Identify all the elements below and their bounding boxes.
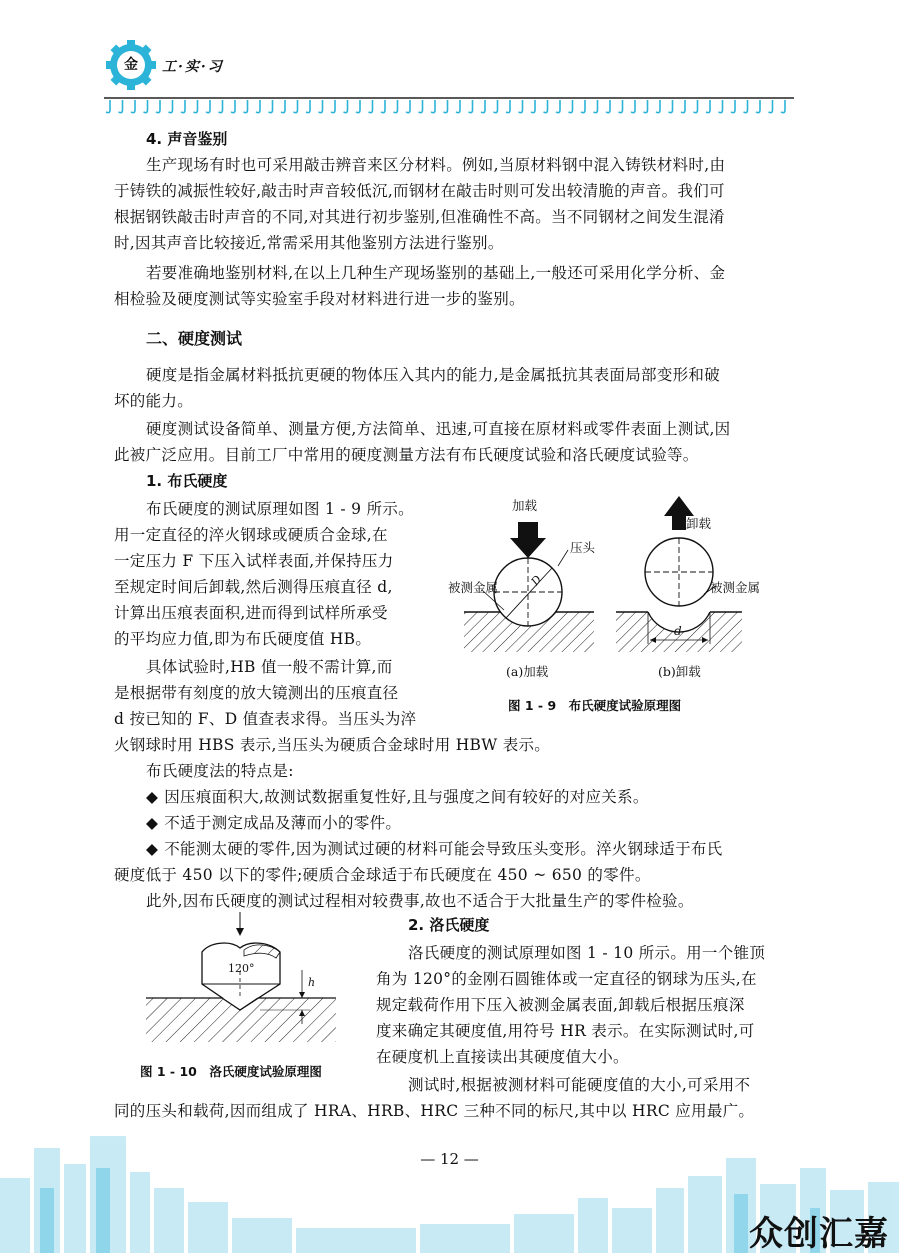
header-hook: [569, 100, 573, 113]
header-hook: [781, 100, 785, 113]
header-hook: [206, 100, 210, 113]
header-hook: [106, 100, 110, 113]
header-hook: [581, 100, 585, 113]
header-hook: [769, 100, 773, 113]
header-hook: [319, 100, 323, 113]
sublabel-a: (a)加载: [506, 664, 549, 679]
label-angle: 120°: [228, 962, 255, 975]
diamond-bullet-icon: ◆: [146, 814, 159, 832]
header-hook: [169, 100, 173, 113]
header-hook: [181, 100, 185, 113]
figure-caption-1-10: 图 1 - 10 洛氏硬度试验原理图: [140, 1064, 322, 1079]
label-D: D: [528, 572, 545, 589]
section-heading-brinell: 1. 布氏硬度: [146, 472, 228, 490]
section-heading-rockwell: 2. 洛氏硬度: [408, 916, 490, 934]
label-metal-b: 被测金属: [710, 580, 761, 595]
header-title: 工·实·习: [162, 59, 224, 75]
header-hook: [144, 100, 148, 113]
header-hook: [656, 100, 660, 113]
header-hook: [131, 100, 135, 113]
header-hook: [369, 100, 373, 113]
header-hook: [281, 100, 285, 113]
header-hook: [556, 100, 560, 113]
header-hook: [381, 100, 385, 113]
header-hook: [681, 100, 685, 113]
header-hook: [631, 100, 635, 113]
diamond-bullet-icon: ◆: [146, 788, 159, 806]
header-hook: [269, 100, 273, 113]
header-hook: [219, 100, 223, 113]
header-hook: [694, 100, 698, 113]
header-hook: [256, 100, 260, 113]
header-hook: [606, 100, 610, 113]
header-hook: [231, 100, 235, 113]
sublabel-b: (b)卸载: [658, 664, 701, 679]
header-hook: [394, 100, 398, 113]
header-hook: [419, 100, 423, 113]
header-hook: [306, 100, 310, 113]
header-hook: [706, 100, 710, 113]
header-hook: [519, 100, 523, 113]
rockwell-diagram: [140, 912, 350, 1052]
figure-caption-1-9: 图 1 - 9 布氏硬度试验原理图: [508, 698, 682, 713]
header-hook: [406, 100, 410, 113]
label-unload: 卸载: [686, 516, 712, 531]
label-h: h: [308, 976, 316, 989]
header-hook: [244, 100, 248, 113]
section-heading-sound: 4. 声音鉴别: [146, 130, 228, 148]
diamond-bullet-icon: ◆: [146, 840, 159, 858]
load-arrow-icon: [510, 522, 546, 558]
figure-brinell: [448, 494, 761, 724]
header-hook: [669, 100, 673, 113]
header-hook: [431, 100, 435, 113]
header-hook: [506, 100, 510, 113]
header-hook: [469, 100, 473, 113]
header-hook: [594, 100, 598, 113]
header-hook: [194, 100, 198, 113]
header-hook: [494, 100, 498, 113]
watermark: 众创汇嘉: [749, 1214, 889, 1254]
header-hook: [356, 100, 360, 113]
figure-rockwell: [140, 912, 350, 1082]
section-heading-hardness: 二、硬度测试: [146, 329, 243, 348]
logo-char: 金: [124, 57, 138, 73]
label-load: 加载: [512, 498, 538, 513]
header-hook: [156, 100, 160, 113]
header-hook: [119, 100, 123, 113]
header-hook: [731, 100, 735, 113]
header-hook: [444, 100, 448, 113]
header-hook: [344, 100, 348, 113]
header-hook: [456, 100, 460, 113]
header-hook: [719, 100, 723, 113]
header-hook: [619, 100, 623, 113]
page-number: — 12 —: [420, 1150, 479, 1168]
header-hook: [756, 100, 760, 113]
header-hook: [644, 100, 648, 113]
header-hook: [744, 100, 748, 113]
label-metal-a: 被测金属: [448, 580, 499, 595]
header-hook: [531, 100, 535, 113]
label-indenter: 压头: [570, 540, 596, 555]
header-hook: [294, 100, 298, 113]
label-d: d: [674, 624, 682, 638]
header-hook: [544, 100, 548, 113]
header-hook: [481, 100, 485, 113]
header-rule-decoration: [104, 94, 794, 118]
header-hook: [331, 100, 335, 113]
